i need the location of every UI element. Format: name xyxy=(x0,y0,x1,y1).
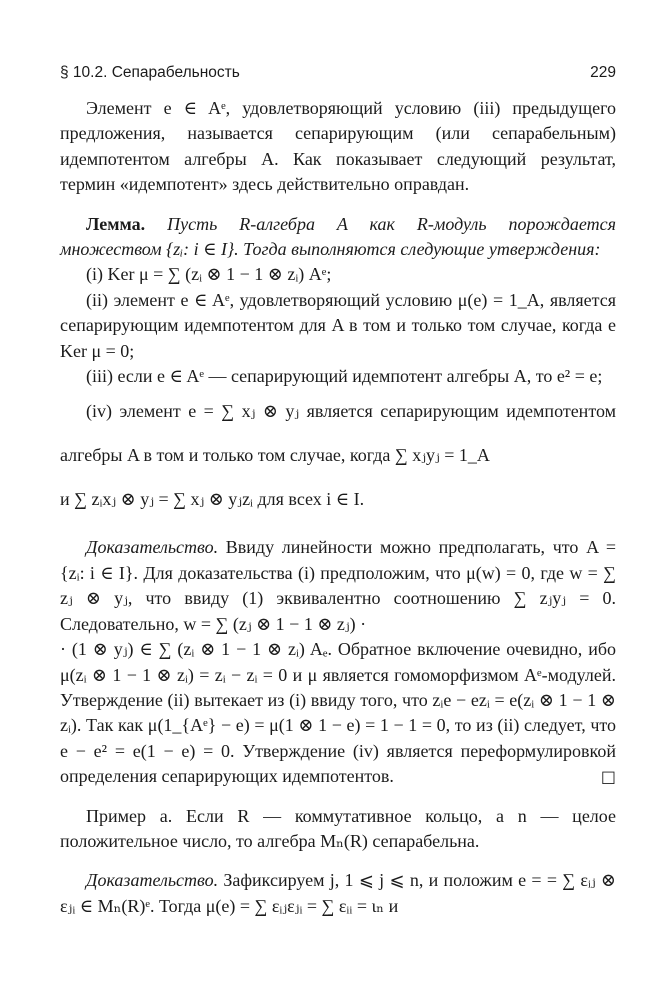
proof-1 xyxy=(60,535,616,637)
example-text: Если R — коммутативное кольцо, а n — целое положительное число, то алгебра Mₙ(R) сепарабельна. xyxy=(60,805,616,851)
proof-1-cont xyxy=(60,637,616,789)
lemma-item-ii: (ii) элемент e ∈ Aᵉ, удовлетворяющий условию μ(e) = 1_A, является сепарирующим идемпотентом для A в том и только том случае, когда e Ker μ = 0; xyxy=(60,289,616,361)
lemma-label: Лемма. xyxy=(86,213,146,234)
lemma-item-iv-cont: и ∑ zᵢxⱼ ⊗ yⱼ = ∑ xⱼ ⊗ yⱼzᵢ для всех i ∈ I. xyxy=(60,489,365,510)
intro-paragraph: Элемент e ∈ Aᵉ, удовлетворяющий условию (iii) предыдущего предложения, называется сепарирующим (или сепарабельным) идемпотентом алгебры A. Как показывает следующий результат, термин «идемпотент» здесь действительно оправдан. xyxy=(60,98,616,195)
lemma-item-i: (i) Ker μ = ∑ (zᵢ ⊗ 1 − 1 ⊗ zᵢ) Aᵉ; xyxy=(86,264,332,285)
page-number: 229 xyxy=(590,64,616,81)
lemma-item-iii: (iii) если e ∈ Aᵉ — сепарирующий идемпотент алгебры A, то e² = e; xyxy=(86,366,603,387)
qed-symbol: □ xyxy=(600,767,616,787)
example-a xyxy=(60,804,616,855)
running-header xyxy=(60,64,616,82)
proof-1-text-a: Ввиду линейности можно предполагать, что A = {zᵢ: i ∈ I}. Для доказательства (i) предположим, что μ(w) = 0, где w = ∑ zⱼ ⊗ yⱼ, что ввиду (1) эквивалентно соотношению ∑ zⱼyⱼ = 0. Следовательно, w = ∑ (zⱼ ⊗ 1 − 1 ⊗ zⱼ) · xyxy=(60,537,616,634)
lemma-text: Пусть R-алгебра A как R-модуль порождается множеством {zᵢ: i ∈ I}. Тогда выполняются следующие утверждения: xyxy=(60,213,617,260)
lemma-item-iv: (iv) элемент e = ∑ xⱼ ⊗ yⱼ является сепарирующим идемпотентом алгебры A в том и только том случае, когда ∑ xⱼyⱼ = 1_A xyxy=(60,401,616,466)
proof-2 xyxy=(60,868,616,919)
section-title: § 10.2. Сепарабельность xyxy=(60,64,240,81)
page-body xyxy=(60,96,616,919)
proof-1-label: Доказательство. xyxy=(86,537,219,558)
example-label: Пример а. xyxy=(86,805,173,826)
proof-2-text: Зафиксируем j, 1 ⩽ j ⩽ n, и положим e = = ∑ εᵢⱼ ⊗ εⱼᵢ ∈ Mₙ(R)ᵉ. Тогда μ(e) = ∑ εᵢⱼεⱼᵢ = ∑ εᵢᵢ = ιₙ и xyxy=(60,870,617,916)
proof-1-text-b: · (1 ⊗ yⱼ) ∈ ∑ (zᵢ ⊗ 1 − 1 ⊗ zᵢ) Aₑ. Обратное включение очевидно, ибо μ(zᵢ ⊗ 1 − 1 ⊗ zᵢ) = zᵢ − zᵢ = 0 и μ является гомоморфизмом Aᵉ-модулей. Утверждение (ii) вытекает из (i) ввиду того, что zᵢe − ezᵢ = e(zᵢ ⊗ 1 − 1 ⊗ zᵢ). Так как μ(1_{Aᵉ} − e) = μ(1 ⊗ 1 − e) = 1 − 1 = 0, то из (ii) следует, что e − e² = e(1 − e) = 0. Утверждение (iv) является переформулировкой определения сепарирующих идемпотентов. xyxy=(60,639,616,787)
proof-2-label: Доказательство. xyxy=(86,870,219,891)
lemma-statement xyxy=(60,212,616,263)
